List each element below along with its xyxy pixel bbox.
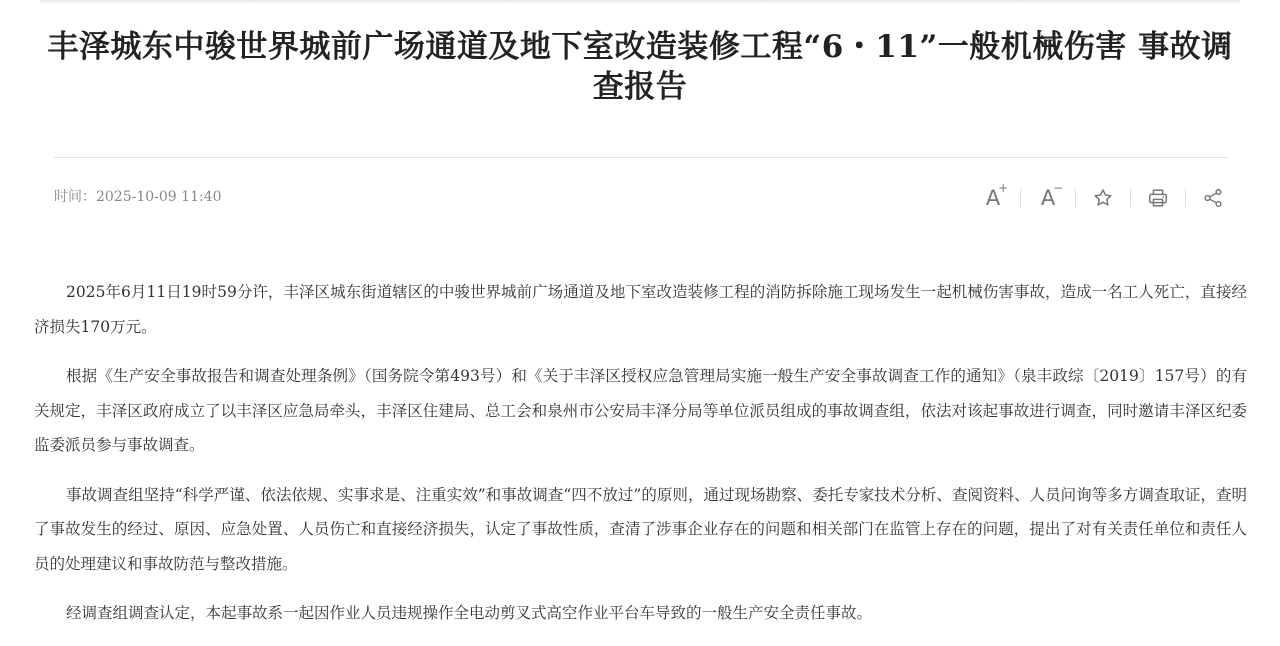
- body-paragraph: 2025年6月11日19时59分许，丰泽区城东街道辖区的中骏世界城前广场通道及地下室改造装修工程的消防拆除施工现场发生一起机械伤害事故，造成一名工人死亡，直接经济损失170万元。: [34, 283, 1247, 336]
- article-body: [34, 275, 1247, 646]
- body-paragraph: 根据《生产安全事故报告和调查处理条例》（国务院令第493号）和《关于丰泽区授权应急管理局实施一般生产安全事故调查工作的通知》（泉丰政综〔2019〕157号）的有关规定，丰泽区政府成立了以丰泽区应急局牵头，丰泽区住建局、总工会和泉州市公安局丰泽分局等单位派员组成的事故调查组，依法对该起事故进行调查，同时邀请丰泽区纪委监委派员参与事故调查。: [34, 367, 1247, 454]
- title-divider: [54, 157, 1227, 158]
- font-increase-letter: A: [985, 185, 1001, 210]
- toolbar-separator: [1130, 189, 1131, 207]
- font-decrease-letter: A: [1040, 185, 1056, 210]
- print-button[interactable]: [1144, 184, 1172, 212]
- font-decrease-symbol: −: [1053, 180, 1064, 195]
- font-increase-symbol: +: [998, 180, 1009, 195]
- article-meta: [54, 180, 1227, 213]
- printer-icon: [1147, 187, 1169, 209]
- font-increase-button[interactable]: [979, 180, 1009, 212]
- font-decrease-button[interactable]: [1034, 180, 1064, 212]
- publish-time-label: 时间：: [54, 189, 96, 205]
- share-button[interactable]: [1199, 184, 1227, 212]
- toolbar-separator: [1020, 189, 1021, 207]
- font-decrease-icon: [1040, 180, 1064, 210]
- body-paragraph: 事故调查组坚持“科学严谨、依法依规、实事求是、注重实效”和事故调查“四不放过”的原则，通过现场勘察、委托专家技术分析、查阅资料、人员问询等多方调查取证，查明了事故发生的经过、原因、应急处置、人员伤亡和直接经济损失，认定了事故性质，查清了涉事企业存在的问题和相关部门在监管上存在的问题，提出了对有关责任单位和责任人员的处理建议和事故防范与整改措施。: [34, 485, 1247, 573]
- article-title: 丰泽城东中骏世界城前广场通道及地下室改造装修工程“6・11”一般机械伤害 事故调查报告: [47, 29, 1233, 105]
- article-toolbar: [979, 180, 1227, 213]
- favorite-button[interactable]: [1089, 184, 1117, 212]
- publish-time-value: 2025-10-09 11:40: [96, 189, 222, 205]
- publish-time: [54, 187, 222, 207]
- toolbar-separator: [1185, 189, 1186, 207]
- toolbar-separator: [1075, 189, 1076, 207]
- font-increase-icon: [985, 180, 1009, 210]
- share-icon: [1202, 187, 1224, 209]
- star-icon: [1092, 187, 1114, 209]
- body-paragraph: 经调查组调查认定，本起事故系一起因作业人员违规操作全电动剪叉式高空作业平台车导致的一般生产安全责任事故。: [66, 604, 873, 622]
